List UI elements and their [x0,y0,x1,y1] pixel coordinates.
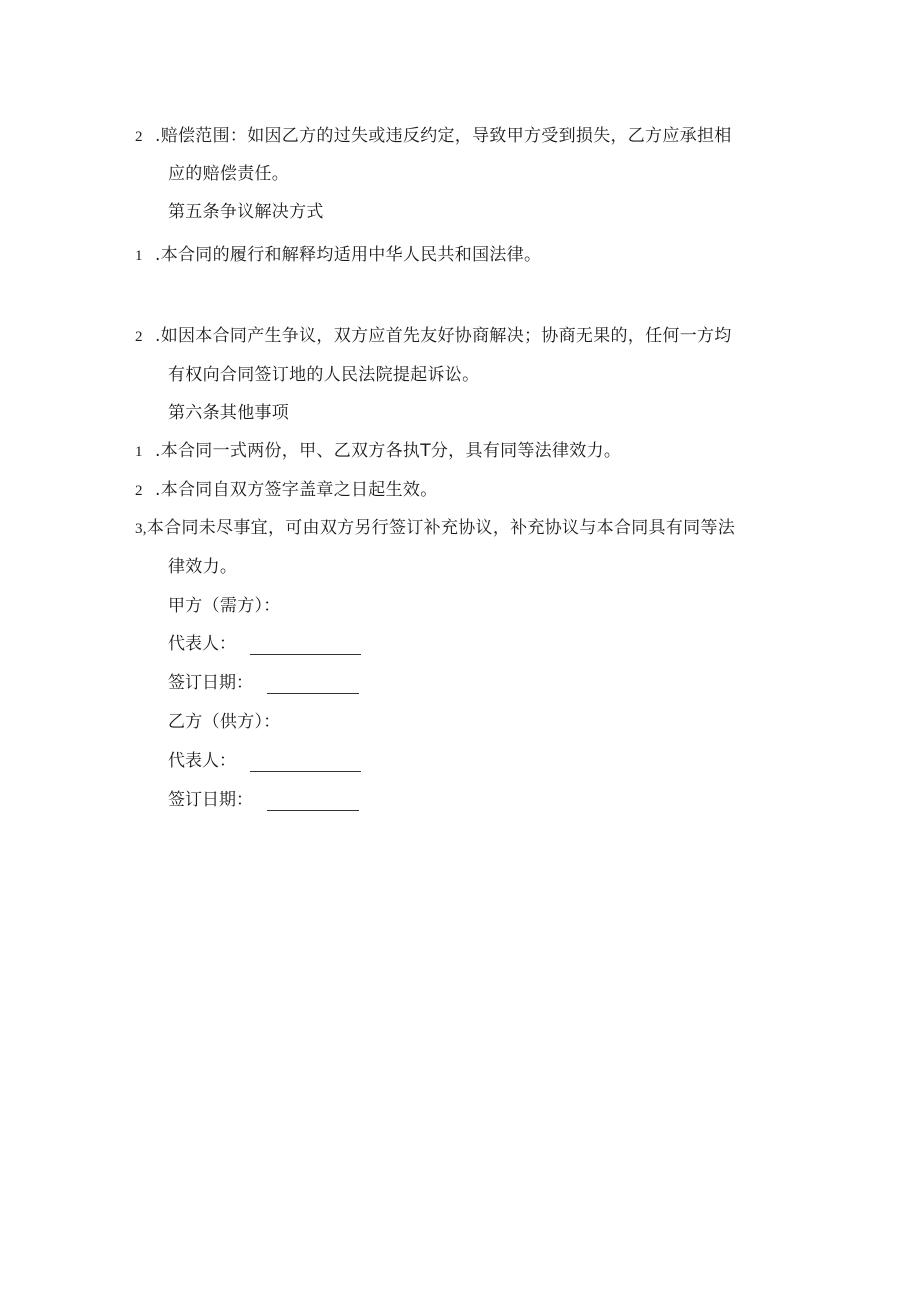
sign-date-label: 签订日期： [168,790,253,810]
clause-number: 2 [135,329,143,345]
sign-date-label: 签订日期： [168,673,253,693]
clause-4-2-line2: 应的赔偿责任。 [168,164,290,184]
clause-number: 2 [135,129,143,145]
clause-5-2-line2: 有权向合同签订地的人民法院提起诉讼。 [168,365,480,385]
clause-number: 1 [135,248,143,264]
clause-text: .本合同一式两份，甲、乙双方各执T分，具有同等法律效力。 [155,441,622,461]
clause-text: 本合同未尽事宜，可由双方另行签订补充协议，补充协议与本合同具有同等法 [146,518,736,538]
party-a-date-row [168,672,359,694]
party-b-date-row [168,789,359,811]
clause-text: .本合同的履行和解释均适用中华人民共和国法律。 [155,245,542,265]
party-a-representative-field[interactable] [250,636,361,655]
clause-number: 3, [135,521,147,537]
representative-label: 代表人： [168,634,236,654]
clause-text: .赔偿范围：如因乙方的过失或违反约定，导致甲方受到损失，乙方应承担相 [155,126,732,146]
party-b-label: 乙方（供方）： [168,712,281,732]
clause-number: 1 [135,444,143,460]
party-a-label: 甲方（需方）： [168,596,281,616]
clause-4-2-line1 [135,125,732,148]
party-a-date-field[interactable] [267,675,359,694]
party-a-representative-row [168,633,361,655]
clause-6-3-line1 [135,517,735,540]
clause-number: 2 [135,483,143,499]
section-5-heading: 第五条争议解决方式 [168,202,324,222]
party-b-representative-row [168,750,361,772]
section-6-heading: 第六条其他事项 [168,403,290,423]
clause-6-1 [135,440,621,463]
clause-5-2-line1 [135,325,732,348]
representative-label: 代表人： [168,751,236,771]
clause-text: .如因本合同产生争议，双方应首先友好协商解决；协商无果的，任何一方均 [155,326,732,346]
clause-text: .本合同自双方签字盖章之日起生效。 [155,480,438,500]
clause-6-2 [135,479,438,502]
clause-5-1 [135,244,541,267]
clause-6-3-line2: 律效力。 [168,557,238,577]
party-b-date-field[interactable] [267,792,359,811]
party-b-representative-field[interactable] [250,753,361,772]
